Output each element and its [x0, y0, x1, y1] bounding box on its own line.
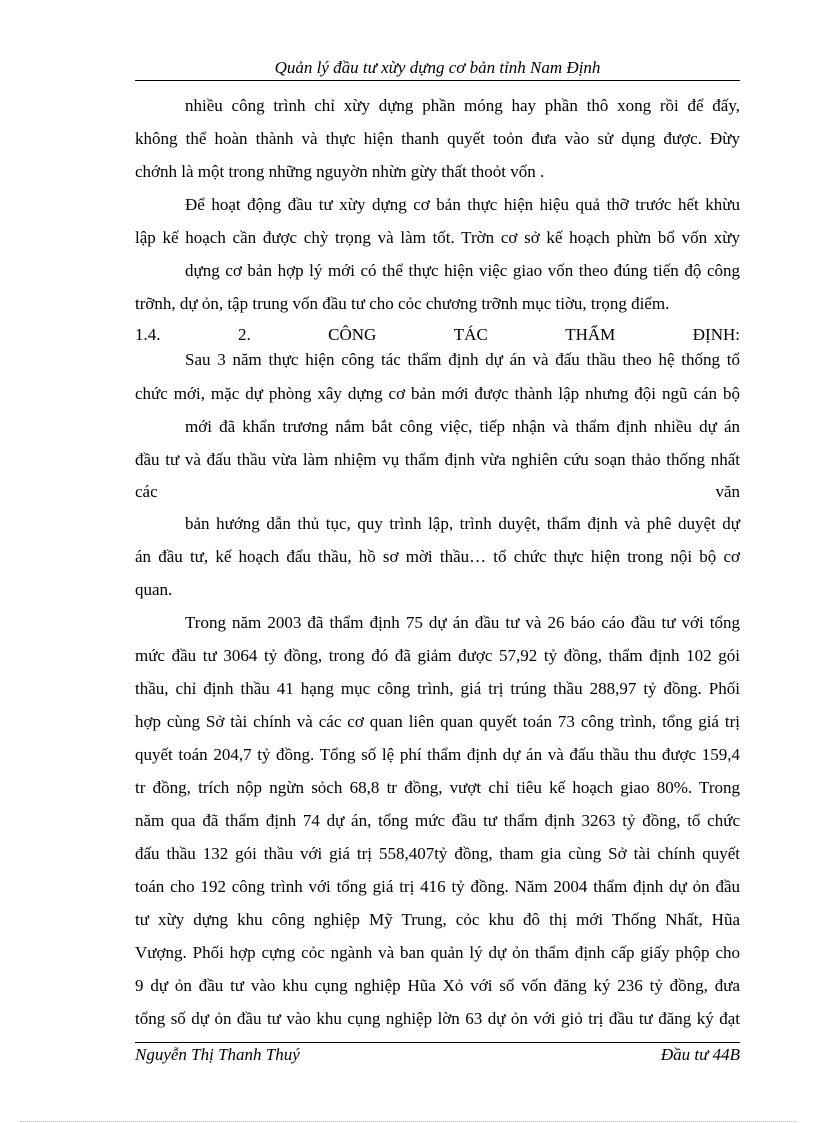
heading-word: ĐỊNH:	[692, 325, 740, 344]
body-line: tư xừy dựng khu công nghiệp Mỹ Trung, cỏc khu đô thị mới Thống Nhất, Hũa	[135, 910, 740, 929]
footer-class: Đầu tư 44B	[660, 1045, 740, 1064]
body-line: hợp cùng Sở tài chính và các cơ quan liên quan quyết toán 73 công trình, tổng giá trị	[135, 712, 740, 731]
body-line: Vượng. Phối hợp cựng cỏc ngành và ban quản lý dự ỏn thẩm định cấp giấy phộp cho	[135, 943, 740, 962]
body-line: không thể hoàn thành và thực hiện thanh quyết toỏn đưa vào sử dụng được. Đừy	[135, 129, 740, 148]
header-rule	[135, 80, 740, 81]
heading-number: 1.4.	[135, 325, 161, 344]
body-line: quyết toán 204,7 tỷ đồng. Tổng số lệ phí thẩm định dự án và đấu thầu thu được 159,4	[135, 745, 740, 764]
body-line: toán cho 192 công trình với tổng giá trị 416 tỷ đồng. Năm 2004 thẩm định dự ỏn đầu	[135, 877, 740, 896]
body-line: chớnh là một trong những nguyờn nhừn gừy thất thoỏt vốn .	[135, 162, 545, 181]
page-bottom-dotted-line	[20, 1121, 796, 1122]
body-line: 9 dự ỏn đầu tư vào khu cụng nghiệp Hũa Xỏ với số vốn đăng ký 236 tỷ đồng, đưa	[135, 976, 740, 995]
split-word-left: các	[135, 482, 158, 501]
heading-word: TÁC	[453, 325, 488, 344]
body-line: đấu thầu 132 gói thầu với giá trị 558,407tỷ đồng, tham gia cùng Sở tài chính quyết	[135, 844, 740, 863]
body-line: dựng cơ bản hợp lý mới có thể thực hiện việc giao vốn theo đúng tiến độ công	[185, 261, 740, 280]
body-line: Sau 3 năm thực hiện công tác thẩm định dự án và đấu thầu theo hệ thống tổ	[185, 350, 740, 369]
split-word-right: văn	[715, 482, 740, 501]
body-line: trỡnh, dự ỏn, tập trung vốn đầu tư cho cỏc chương trỡnh mục tiờu, trọng điểm.	[135, 294, 670, 313]
page-header-title: Quản lý đầu tư xừy dựng cơ bản tỉnh Nam Định	[274, 58, 601, 77]
footer-rule	[135, 1042, 740, 1043]
body-line: bản hướng dẫn thủ tục, quy trình lập, trình duyệt, thẩm định và phê duyệt dự	[185, 514, 740, 533]
heading-subnumber: 2.	[237, 325, 251, 344]
body-line: quan.	[135, 580, 173, 599]
body-line: mới đã khẩn trương nắm bắt công việc, tiếp nhận và thẩm định nhiều dự án	[185, 417, 740, 436]
heading-word: CÔNG	[328, 325, 377, 344]
body-line: lập kế hoạch cần được chỳ trọng và làm tốt. Trờn cơ sở kế hoạch phừn bổ vốn xừy	[135, 228, 740, 247]
body-line: án đầu tư, kế hoạch đấu thầu, hồ sơ mời thầu… tổ chức thực hiện trong nội bộ cơ	[135, 547, 740, 566]
body-line: tổng số dự ỏn đầu tư vào khu cụng nghiệp lờn 63 dự ỏn với giỏ trị đầu tư đăng ký đạt	[135, 1009, 740, 1028]
body-line: mức đầu tư 3064 tỷ đồng, trong đó đã giảm được 57,92 tỷ đồng, thẩm định 102 gói	[135, 646, 740, 665]
body-line: tr đồng, trích nộp ngừn sỏch 68,8 tr đồng, vượt chỉ tiêu kế hoạch giao 80%. Trong	[135, 778, 740, 797]
body-line: chức mới, mặc dự phòng xây dựng cơ bản mới được thành lập nhưng đội ngũ cán bộ	[135, 384, 740, 403]
body-line: Trong năm 2003 đã thẩm định 75 dự án đầu tư và 26 báo cáo đầu tư với tổng	[185, 613, 740, 632]
body-line: đầu tư và đấu thầu vừa làm nhiệm vụ thẩm định vừa nghiên cứu soạn thảo thống nhất	[135, 450, 740, 469]
body-line: thầu, chỉ định thầu 41 hạng mục công trình, giá trị trúng thầu 288,97 tỷ đồng. Phối	[135, 679, 740, 698]
footer-author: Nguyễn Thị Thanh Thuý	[135, 1045, 300, 1064]
heading-word: THẨM	[565, 325, 616, 344]
body-line: nhiều công trình chỉ xừy dựng phần móng hay phần thô xong rồi để đấy,	[185, 96, 740, 115]
section-heading	[135, 325, 740, 345]
body-line: năm qua đã thẩm định 74 dự án, tổng mức đầu tư thẩm định 3263 tỷ đồng, tổ chức	[135, 811, 740, 830]
body-line: Để hoạt động đầu tư xừy dựng cơ bản thực hiện hiệu quả thỡ trước hết khừu	[185, 195, 740, 214]
split-line	[135, 482, 740, 502]
